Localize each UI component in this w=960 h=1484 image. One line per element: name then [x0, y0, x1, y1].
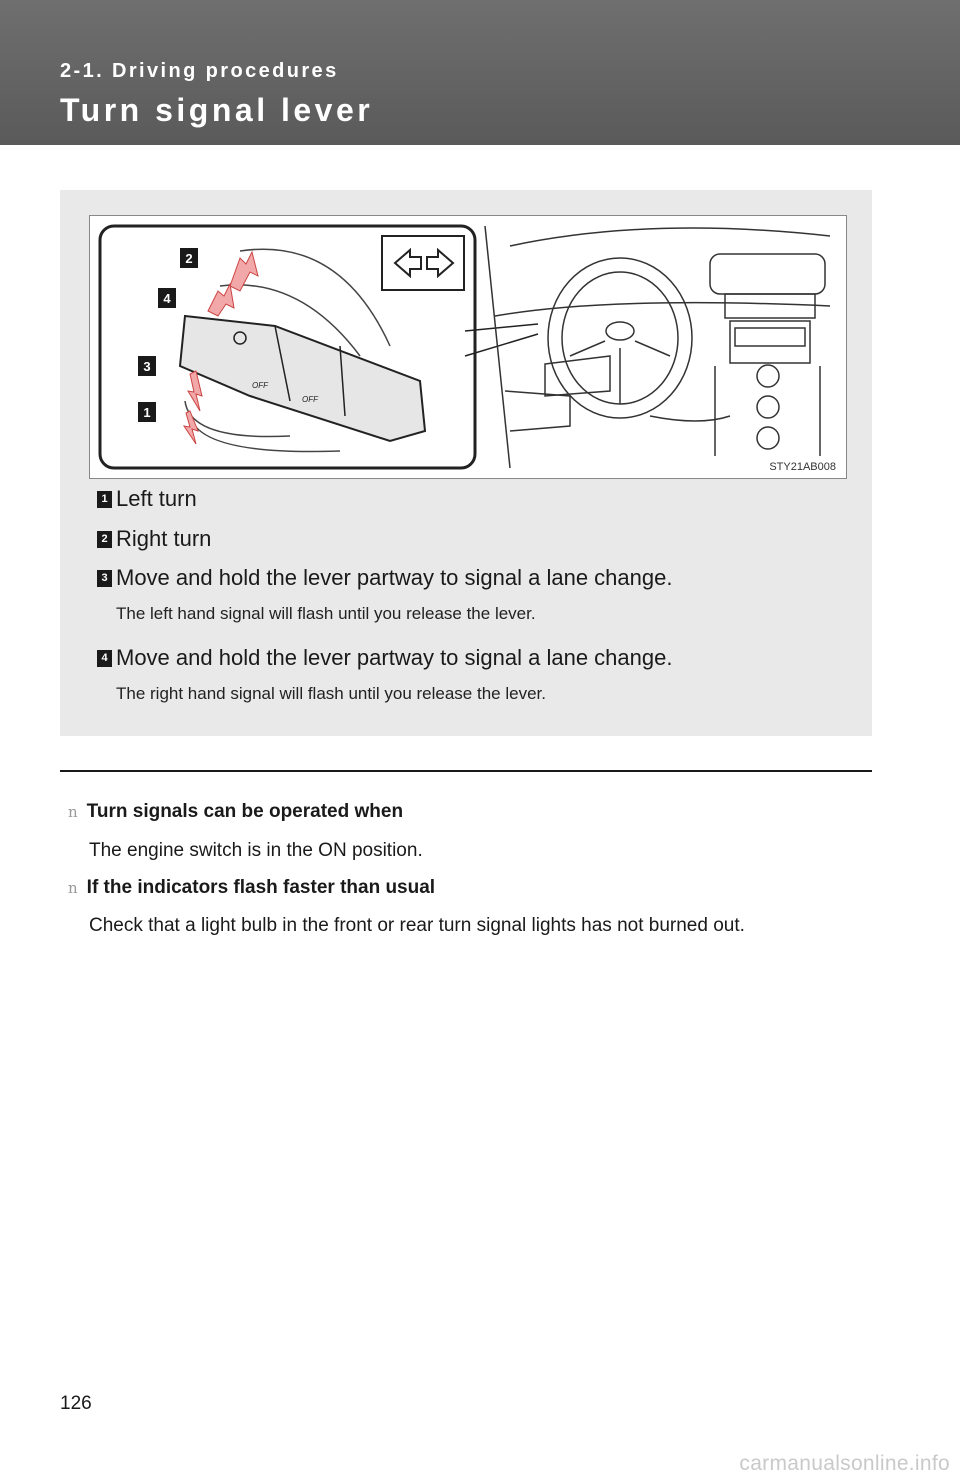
legend-item: [97, 486, 197, 512]
legend-description: The right hand signal will flash until you release the lever.: [116, 684, 546, 703]
callout-number: 4: [163, 291, 171, 306]
note-heading: [68, 801, 403, 823]
callout-number: 3: [143, 359, 151, 374]
bullet-icon: n: [68, 879, 78, 897]
figure-code: STY21AB008: [769, 461, 836, 473]
legend-item: [97, 565, 672, 591]
bullet-icon: n: [68, 803, 78, 821]
page-title: Turn signal lever: [60, 92, 374, 128]
page-header: [0, 0, 960, 145]
section-divider: [60, 770, 872, 772]
callout-number: 1: [143, 405, 151, 420]
watermark: carmanualsonline.info: [739, 1452, 950, 1475]
legend-label: Right turn: [116, 526, 212, 551]
lever-marking-off: OFF: [302, 395, 318, 404]
legend-label: Move and hold the lever partway to signal a lane change.: [116, 645, 673, 670]
note-heading: [68, 877, 435, 899]
legend-description: The left hand signal will flash until you release the lever.: [116, 604, 536, 623]
legend-number-badge: 3: [97, 570, 112, 587]
legend-item: [97, 526, 211, 552]
legend-number-badge: 4: [97, 650, 112, 667]
legend-item: [97, 645, 672, 671]
illustration-drawing: [90, 216, 846, 478]
callout-number: 2: [185, 251, 193, 266]
legend-number-badge: 2: [97, 531, 112, 548]
note-heading-text: Turn signals can be operated when: [86, 801, 404, 822]
legend-label: Move and hold the lever partway to signal a lane change.: [116, 565, 673, 590]
section-label: 2-1. Driving procedures: [60, 60, 339, 82]
page-number: 126: [60, 1393, 92, 1414]
dashboard-drawing: [485, 226, 830, 468]
note-body: Check that a light bulb in the front or rear turn signal lights has not burned out.: [89, 915, 745, 936]
legend-label: Left turn: [116, 486, 197, 511]
turn-signal-illustration: [89, 215, 847, 479]
legend-number-badge: 1: [97, 491, 112, 508]
lever-marking-off: OFF: [252, 381, 268, 390]
note-body: The engine switch is in the ON position.: [89, 840, 423, 861]
note-heading-text: If the indicators flash faster than usual: [86, 877, 436, 898]
